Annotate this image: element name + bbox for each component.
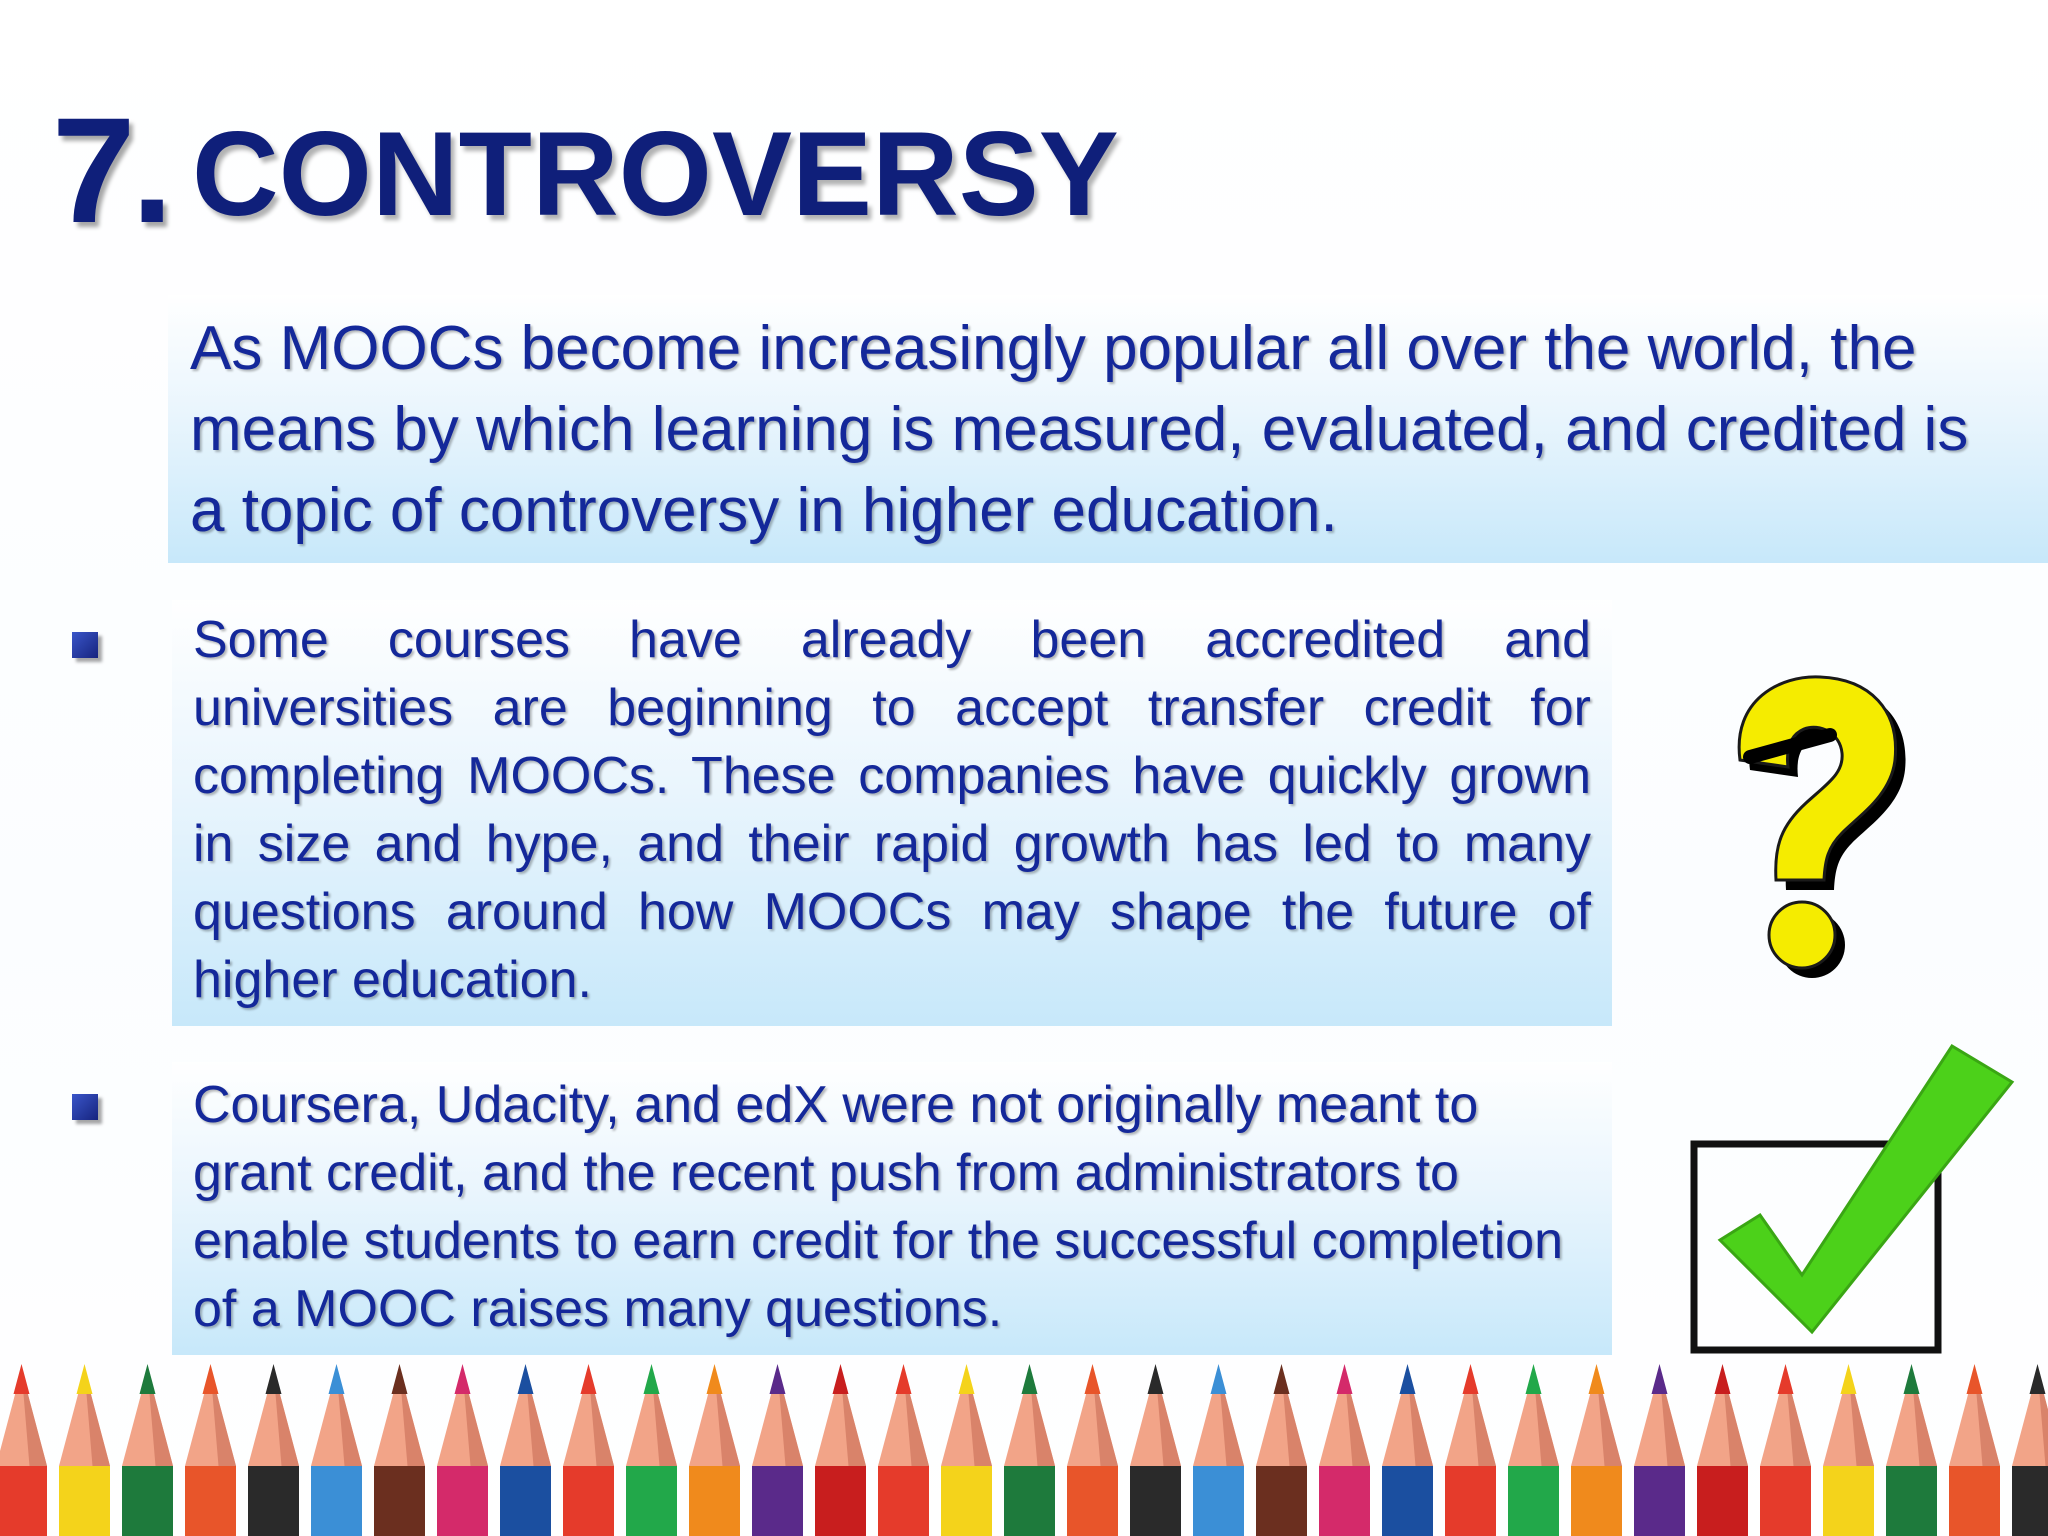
pencil — [122, 1364, 173, 1536]
pencil — [1823, 1364, 1874, 1536]
pencil — [1508, 1364, 1559, 1536]
pencil — [1130, 1364, 1181, 1536]
checkmark-box-icon — [1690, 1040, 2020, 1360]
pencil — [1445, 1364, 1496, 1536]
pencil — [311, 1364, 362, 1536]
pencil — [1193, 1364, 1244, 1536]
pencil — [1004, 1364, 1055, 1536]
pencil — [185, 1364, 236, 1536]
pencil — [2012, 1364, 2048, 1536]
pencil — [1319, 1364, 1370, 1536]
pencil — [878, 1364, 929, 1536]
pencil — [1382, 1364, 1433, 1536]
pencil — [1697, 1364, 1748, 1536]
pencil — [1949, 1364, 2000, 1536]
pencil — [752, 1364, 803, 1536]
pencil — [1571, 1364, 1622, 1536]
bullet-text-2: Coursera, Udacity, and edX were not originally meant to grant credit, and the recent push from administrators to enable students to earn credit for the successful completion of a MOOC raises many questions. — [193, 1076, 1564, 1338]
slide-title-text: CONTROVERSY — [192, 107, 1119, 241]
pencil — [941, 1364, 992, 1536]
slide-number: 7. — [52, 86, 170, 254]
pencil — [500, 1364, 551, 1536]
bullet-text-1: Some courses have already been accredited and universities are beginning to accept transfer credit for completing MOOCs. These companies have quickly grown in size and hype, and their rapid growth has led to many questions around how MOOCs may shape the future of higher education. — [193, 611, 1591, 1009]
intro-paragraph: As MOOCs become increasingly popular all over the world, the means by which learning is measured, evaluated, and credited is a topic of controversy in higher education. — [190, 314, 1969, 545]
pencil — [815, 1364, 866, 1536]
pencil — [563, 1364, 614, 1536]
pencil — [0, 1364, 47, 1536]
pencil — [374, 1364, 425, 1536]
pencil — [1760, 1364, 1811, 1536]
pencil — [1634, 1364, 1685, 1536]
pencil — [437, 1364, 488, 1536]
colored-pencils-border — [0, 1356, 2048, 1536]
question-mark-icon — [1710, 665, 1915, 995]
pencil — [626, 1364, 677, 1536]
pencil — [1067, 1364, 1118, 1536]
pencil — [1886, 1364, 1937, 1536]
pencil — [1256, 1364, 1307, 1536]
pencil — [59, 1364, 110, 1536]
bullet-marker-2 — [72, 1094, 98, 1120]
pencil — [689, 1364, 740, 1536]
pencil — [248, 1364, 299, 1536]
bullet-marker-1 — [72, 632, 98, 658]
